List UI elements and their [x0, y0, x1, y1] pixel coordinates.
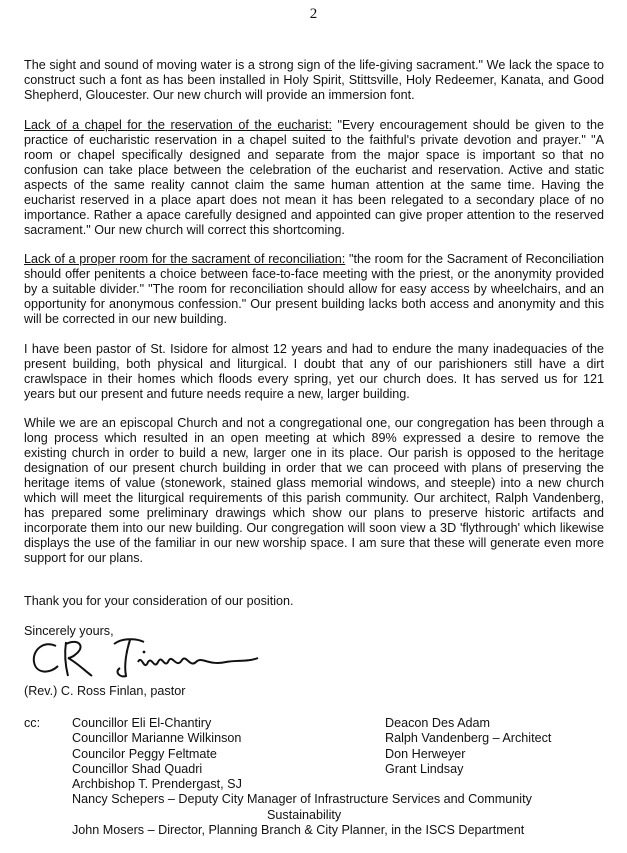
cc-recipient: John Mosers – Director, Planning Branch & City Planner, in the ISCS Department — [72, 823, 525, 838]
paragraph-reconciliation-room — [24, 252, 604, 327]
cc-recipient-continuation: Sustainability — [267, 807, 342, 822]
sign-off: Sincerely yours, — [24, 624, 114, 638]
paragraph-text: The sight and sound of moving water is a strong sign of the life-giving sacrament." We lack the space to construct such a font as has been installed in Holy Spirit, Stittsville, Holy Redeemer, Kanata, and Good Shepherd, Gloucester. Our new church will provide an immersion font. — [24, 58, 604, 102]
cc-recipient: Councilor Peggy Feltmate — [72, 746, 217, 761]
cc-recipient: Councillor Shad Quadri — [72, 761, 203, 776]
cc-label: cc: — [24, 716, 41, 730]
paragraph-text: While we are an episcopal Church and not a congregational one, our congregation has been through a long process which resulted in an open meeting at which 89% expressed a desire to remove the existing church in order to build a new, larger one in its place. Our parish is opposed to the heritage designation of our present church building in order that we can proceed with plans of preserving the heritage items of value (stonework, stained glass memorial windows, and steeple) into a new church which will meet the liturgical requirements of this parish community. Our architect, Ralph Vandenberg, has prepared some preliminary drawings which show our plans to preserve historic artifacts and incorporate them into our new building. Our congregation will soon view a 3D 'flythrough' which likewise displays the use of the familiar in our new worship space. I am sure that these will generate even more support for our plans. — [24, 416, 604, 565]
cc-recipient: Archbishop T. Prendergast, SJ — [72, 777, 242, 792]
paragraph-heading: Lack of a chapel for the reservation of the eucharist: — [24, 117, 332, 132]
paragraph-text: "Every encouragement should be given to the practice of eucharistic reservation in a chapel suited to the faithful's private devotion and prayer." "A room or chapel specifically designed and separate from the major space is important so that no confusion can take place between the celebration of the eucharist and reservation. Active and static aspects of the same reality cannot claim the same human attention at the same time. Having the eucharist reserved in a place apart does not mean it has been relegated to a secondary place of no importance. Rather a apace carefully designed and appointed can give proper attention to the reserved sacrament." Our new church will correct this shortcoming. — [24, 117, 604, 237]
paragraph-heading: Lack of a proper room for the sacrament of reconciliation: — [24, 252, 346, 266]
paragraph-font — [24, 58, 604, 103]
paragraph-pastor-experience — [24, 342, 604, 402]
cc-recipient: Don Herweyer — [385, 746, 466, 761]
signer-name: (Rev.) C. Ross Finlan, pastor — [24, 684, 186, 698]
cc-list-right — [385, 716, 551, 777]
cc-recipient: Councillor Marianne Wilkinson — [72, 731, 242, 746]
cc-recipient: Deacon Des Adam — [385, 716, 491, 730]
closing-line: Thank you for your consideration of our position. — [24, 594, 294, 608]
page-number: 2 — [309, 6, 318, 22]
handwritten-signature — [26, 632, 266, 684]
paragraph-congregation-plans — [24, 416, 604, 566]
paragraph-text: I have been pastor of St. Isidore for almost 12 years and had to endure the many inadequacies of the present building, both physical and liturgical. I doubt that any of our parishioners still have a dirt crawlspace in their homes which floods every spring, yet our church does. It has served us for 121 years but our present and future needs require a new, larger building. — [24, 341, 604, 401]
letter-body — [24, 58, 604, 581]
cc-recipient: Grant Lindsay — [385, 761, 464, 776]
cc-recipient: Ralph Vandenberg – Architect — [385, 731, 552, 746]
paragraph-text: "the room for the Sacrament of Reconciliation should offer penitents a choice between face-to-face meeting with the priest, or the anonymity provided by a suitable divider." "The room for reconciliation should allow for easy access by wheelchairs, and an opportunity for anonymous confession." Our present building lacks both access and anonymity and this will be corrected in our new building. — [24, 252, 605, 326]
paragraph-eucharist-chapel — [24, 118, 604, 238]
cc-recipient: Councillor Eli El-Chantiry — [72, 716, 212, 730]
cc-recipient: Nancy Schepers – Deputy City Manager of Infrastructure Services and Community — [72, 792, 532, 807]
